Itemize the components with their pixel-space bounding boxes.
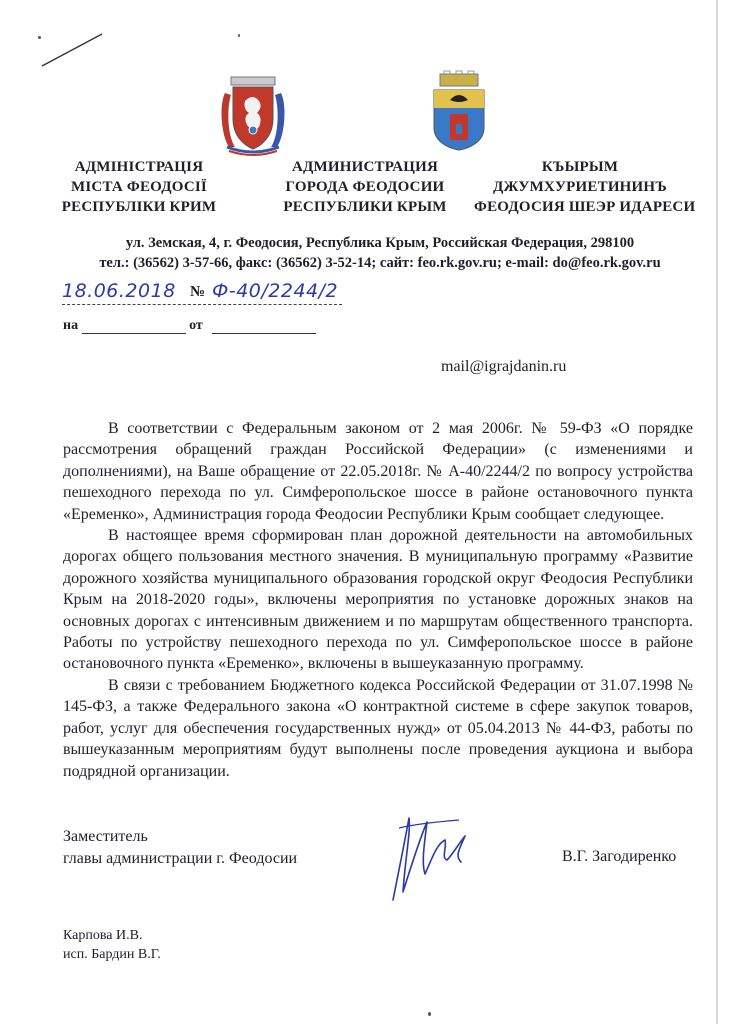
header-russian-line1: АДМИНИСТРАЦИЯ [292, 159, 438, 175]
address-line: ул. Земская, 4, г. Феодосия, Республика Крым, Российская Федерация, 298100 [125, 235, 635, 251]
header-crimean-tatar [474, 157, 696, 217]
handwritten-signature [375, 800, 485, 915]
signatory-title-line1: Заместитель [63, 828, 148, 845]
header-russian-line2: ГОРОДА ФЕОДОСИИ [285, 179, 445, 195]
header-ukrainian [60, 157, 218, 217]
header-ukrainian-line2: МІСТА ФЕОДОСІЇ [71, 179, 207, 195]
header-crimean-tatar-line1: КЪЫРЫМ [541, 159, 619, 175]
signatory-name: В.Г. Загодиренко [562, 848, 677, 865]
header-ukrainian-line3: РЕСПУБЛІКИ КРИМ [61, 199, 217, 215]
reference-na-label: на [63, 318, 79, 333]
contacts-line: тел.: (36562) 3-57-66, факс: (36562) 3-52-14; сайт: feo.rk.gov.ru; e-mail: do@feo.rk.gov.ru [99, 255, 661, 271]
recipient-email: mail@igrajdanin.ru [441, 358, 567, 375]
header-russian-line3: РЕСПУБЛИКИ КРЫМ [283, 199, 447, 215]
registration-date: 18.06.2018 [62, 280, 176, 302]
signatory-title-line2: главы администрации г. Феодосии [63, 850, 298, 867]
registration-number: Ф-40/2244/2 [212, 280, 339, 302]
registration-number-label: № [190, 284, 206, 300]
reference-na-blank [82, 319, 186, 334]
executor-2: исп. Бардин В.Г. [63, 947, 161, 962]
executor-1: Карпова И.В. [63, 928, 143, 943]
paragraph-2: В настоящее время сформирован план дорожной деятельности на автомобильных дорогах общего пользования местного значения. В муниципальную программу «Развитие дорожного хозяйства муниципального образования городской округ Феодосия Республики Крым на 2018-2020 годы», включены мероприятия по установке дорожных знаков на основных дорогах с интенсивным движением и по маршрутам общественного транспорта. Работы по устройству пешеходного перехода по ул. Симферопольское шоссе в районе остановочного пункта «Еременко», включены в вышеуказанную программу. [63, 527, 693, 673]
header-russian [280, 157, 450, 217]
header-crimean-tatar-line3: ФЕОДОСИЯ ШЕЭР ИДАРЕСИ [474, 199, 696, 215]
reference-ot-blank [212, 319, 316, 334]
scan-speck [238, 34, 240, 37]
header-crimean-tatar-line2: ДЖУМХУРИЕТИНИНЪ [493, 179, 667, 195]
feodosia-coat-of-arms [430, 70, 488, 152]
scan-margin-line [716, 0, 718, 1024]
signatory-title [63, 826, 297, 870]
scan-speck [428, 1012, 431, 1016]
header-ukrainian-line1: АДМІНІСТРАЦІЯ [74, 159, 204, 175]
crimea-coat-of-arms [217, 75, 289, 157]
registration-line [62, 280, 382, 320]
address-block [60, 233, 700, 273]
registration-underline [62, 304, 342, 305]
letter-body [63, 418, 693, 782]
reference-line [63, 318, 316, 334]
scan-mark [40, 30, 110, 70]
paragraph-1: В соответствии с Федеральным законом от 2 мая 2006г. № 59-ФЗ «О порядке рассмотрения обращений граждан Российской Федерации» (с изменениями и дополнениями), на Ваше обращение от 22.05.2018г. № А-40/2244/2 по вопросу устройства пешеходного перехода по ул. Симферопольское шоссе в районе остановочного пункта «Еременко», Администрация города Феодосии Республики Крым сообщает следующее. [63, 420, 693, 523]
paragraph-3: В связи с требованием Бюджетного кодекса Российской Федерации от 31.07.1998 № 145-ФЗ, а также Федерального закона «О контрактной системе в сфере закупок товаров, работ, услуг для обеспечения государственных нужд» от 05.04.2013 № 44-ФЗ, работы по вышеуказанным мероприятиям будут выполнены после проведения аукциона и выбора подрядной организации. [63, 676, 693, 780]
reference-ot-label: от [189, 318, 203, 333]
executors [63, 926, 161, 964]
